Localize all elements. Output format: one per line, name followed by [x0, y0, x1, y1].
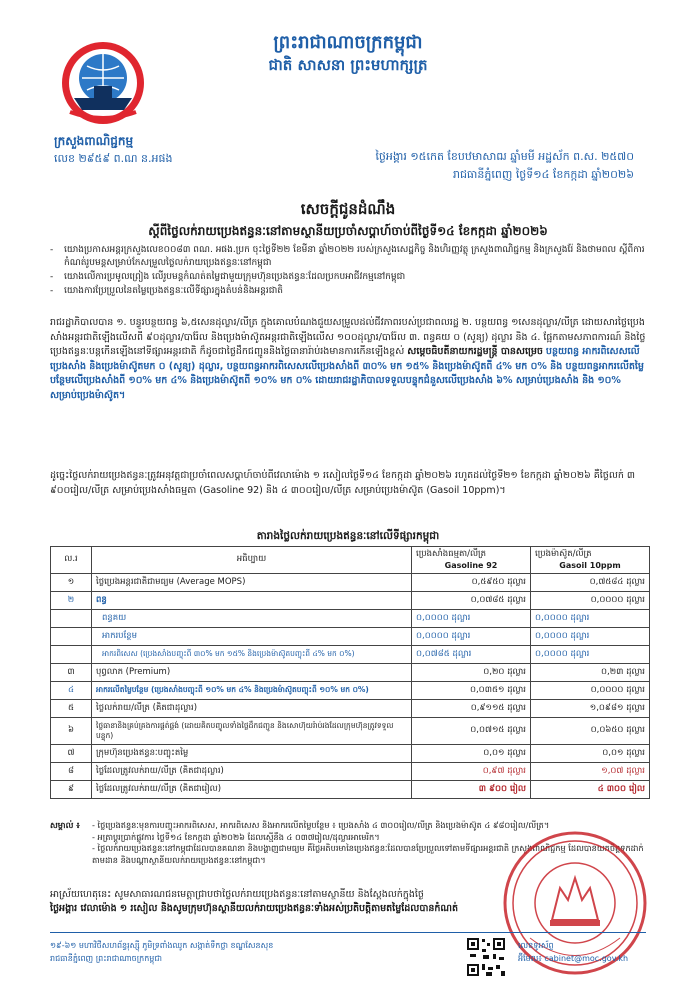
table-row: ៤ អាករលើតម្លៃបន្ថែម (ប្រេងសាំងបញ្ចុះពី ១០% មក ៤% និងប្រេងម៉ាស៊ូតបញ្ចុះពី ១០% មក ០%) ០,០៣៥១ ដុល្លារ ០,០០០០ ដុល្លារ	[51, 682, 650, 700]
body-decision-text: បន្ថយពន្ធ អាករពិសេសលើប្រេងសាំង និងប្រេងម៉ាស៊ូតមក ០ (សូន្យ) ដុល្លារ, បន្ថយពន្ធអាករពិសេសលើប្រេងសាំងពី ៣០% មក ១៥% និងប្រេងម៉ាស៊ូតពី ៤% មក ០% និង បន្ថយពន្ធអាករលើតម្លៃបន្ថែមលើប្រេងសាំងពី ១០% មក ៤% និងប្រេងម៉ាស៊ូតពី ១០% មក ០% ដោយរាជរដ្ឋាភិបាលទទួលបន្ទុកជំនួសលើប្រេងសាំង ៦% សម្រាប់ប្រេងសាំង និង ១០% សម្រាប់ប្រេងម៉ាស៊ូត។	[50, 346, 644, 401]
note-line: - ថ្លៃលក់រាយប្រេងឥន្ធនៈនៅកម្ពុជាដែលបានគណនា និងបង្ហាញជាមធ្យម គឺថ្លៃអតិបរមានៃប្រេងឥន្ធនៈដែលបានប្រែប្រួលទៅតាមទីផ្សារអន្តរជាតិ ក្រសួងពាណិជ្ជកម្ម ដែលបានយកចិត្តទុកដាក់តាមដាន និងបណ្តាស្ថានីយលក់រាយប្រេងឥន្ធនៈនៅកម្ពុជា។	[92, 843, 644, 865]
closing-line: ថ្ងៃអង្គារ វេលាម៉ោង ១ រសៀល និងសូមក្រុមហ៊ុនស្ថានីយលក់រាយប្រេងឥន្ធនៈទាំងអស់ប្រតិបត្តិតាមតម្លៃដែលបានកំណត់	[50, 903, 459, 914]
table-row: ពន្ធគយ ០,០០០០ ដុល្លារ ០,០០០០ ដុល្លារ	[51, 610, 650, 628]
reference-item: - យោងប្រកាសអន្តរក្រសួងលេខ០០៨៣ ពណ. អផង.ប្រក ចុះថ្ងៃទី២២ ខែមីនា ឆ្នាំ២០២២ របស់ក្រសួងសេដ្ឋកិច្ច និងហិរញ្ញវត្ថុ ក្រសួងពាណិជ្ជកម្ម និងក្រសួងរ៉ែ និងថាមពល ស្ដីពីការកំណត់រូបមន្តសម្រាប់កែសម្រួលថ្លៃលក់រាយប្រេងឥន្ធនៈនៅកម្ពុជា	[50, 245, 645, 268]
table-title: តារាងថ្លៃលក់រាយប្រេងឥន្ធនៈនៅលើទីផ្សារកម្ពុជា	[256, 530, 440, 542]
footer-email: អ៊ីមែល៖ cabinet@moc.gov.kh	[518, 954, 629, 963]
footer-address: ១៩-៦១ មហាវិថីសហព័ន្ធរុស្ស៊ី ភូមិទ្រពាំងឈូក សង្កាត់ទឹកថ្លា ខណ្ឌសែនសុខ	[50, 941, 274, 950]
solar-date: រាជធានីភ្នំពេញ ថ្ងៃទី១៤ ខែកក្កដា ឆ្នាំ២០២៦	[452, 168, 634, 181]
table-row: អាករពិសេស (ប្រេងសាំងបញ្ចុះពី ៣០% មក ១៥% និងប្រេងម៉ាស៊ូតបញ្ចុះពី ៤% មក ០%) ០,០៧៨៥ ដុល្លារ ០,០០០០ ដុល្លារ	[51, 646, 650, 664]
header-gasoil: ប្រេងម៉ាស៊ូត/លីត្រ Gasoil 10ppm	[531, 547, 650, 574]
note-line: - អត្រាប្ដូរប្រាក់ផ្លូវការ ថ្ងៃទី១៤ ខែកក្កដា ឆ្នាំ២០២៦ ដែលស្មើនឹង ៤ ០៣៧រៀល/ដុល្លារអាមេរិក។	[92, 831, 380, 842]
table-row: ១ ថ្លៃប្រេងអន្តរជាតិជាមធ្យម (Average MOPS) ០,៥៩៥០ ដុល្លារ ០,៧៥៨៤ ដុល្លារ	[51, 574, 650, 592]
header-gasoline: ប្រេងសាំងធម្មតា/លីត្រ Gasoline 92	[412, 547, 531, 574]
body-text: រាជរដ្ឋាភិបាលបាន ១. បន្ធូរបន្ថយពន្ធ ៦,៥សេនដុល្លារ/លីត្រ ក្នុងគោលបំណងជួយសម្រួលដល់ជីវភាពរបស់ប្រជាពលរដ្ឋ ២. បន្ថយពន្ធ ១សេនដុល្លារ/លីត្រ ដោយសារថ្លៃប្រេងសាំងអន្តរជាតិឡើងលើសពី ៩០ដុល្លារ/បារ៉ែល និងប្រេងម៉ាស៊ូតអន្តរជាតិឡើងលើស ១០០ដុល្លារ/បារ៉ែល ៣. ពន្ធគយ ០ (សូន្យ) ដុល្លារ និង ៤. ផ្អែកតាមសភាពការណ៍ និងថ្លៃប្រេងឥន្ធនៈបន្តកើនឡើងនៅទីផ្សារអន្តរជាតិ ក៏ដូចជាថ្លៃដឹកជញ្ជូននិងថ្លៃធានារ៉ាប់រងមានការកើនឡើងខ្ពស់	[50, 317, 646, 357]
ministry-name: ក្រសួងពាណិជ្ជកម្ម	[54, 134, 134, 148]
table-row: ៩ ថ្លៃដែលត្រូវលក់រាយ/លីត្រ (គិតជារៀល) ៣ ៩០០ រៀល ៤ ៣០០ រៀល	[51, 781, 650, 799]
footer-phone: លេខទូរស័ព្ទ	[518, 941, 554, 950]
table-row: ២ ពន្ធ ០,០៧៨៥ ដុល្លារ ០,០០០០ ដុល្លារ	[51, 592, 650, 610]
body-paragraph-2: ដូច្នេះថ្លៃលក់រាយប្រេងឥន្ធនៈត្រូវអនុវត្តជាប្រចាំពេលសប្ដាហ៍ចាប់ពីវេលាម៉ោង ១ រសៀលថ្ងៃទី១៤ ខែកក្កដា ឆ្នាំ២០២៦ រហូតដល់ថ្ងៃទី២១ ខែកក្កដា ឆ្នាំ២០២៦ គឺថ្លៃលក់ ៣ ៩០០រៀល/លីត្រ សម្រាប់ប្រេងសាំងធម្មតា (Gasoline 92) និង ៤ ៣០០រៀល/លីត្រ សម្រាប់ប្រេងម៉ាស៊ូត (Gasoil 10ppm)។	[50, 470, 636, 496]
notes-label: សម្គាល់ ៖	[50, 820, 80, 830]
table-row: ៦ ថ្លៃធានានិងគ្រប់គ្រងការផ្គត់ផ្គង់ (ដោយគិតបញ្ចូលទាំងថ្លៃដឹកជញ្ជូន និងសោហ៊ុយរ៉ាប់រងដែលក្រុមហ៊ុនត្រូវទទួលបន្ទុក) ០,០៧១៥ ដុល្លារ ០,០៦៥០ ដុល្លារ	[51, 718, 650, 745]
table-row: ៣ បុព្វលាភ (Premium) ០,២០ ដុល្លារ ០,២៣ ដុល្លារ	[51, 664, 650, 682]
reference-number: លេខ ២៩៥៩ ព.ណ ន.អផង	[54, 152, 173, 165]
footer-divider	[50, 932, 646, 933]
table-row: ៥ ថ្លៃលក់រាយ/លីត្រ (គិតជាដុល្លារ) ០,៩១១៥ ដុល្លារ ១,០៩៨១ ដុល្លារ	[51, 700, 650, 718]
header-item: អធិប្បាយ	[92, 547, 412, 574]
reference-item: - យោងការប្រែប្រួលនៃតម្លៃប្រេងឥន្ធនៈលើទីផ្សារក្នុងតំបន់និងអន្តរជាតិ	[50, 286, 284, 296]
table-header-row	[51, 547, 650, 574]
price-table	[50, 546, 650, 799]
table-row: ៧ ក្រុមហ៊ុនប្រេងឥន្ធនៈបញ្ចុះតម្លៃ ០,០១ ដុល្លារ ០,០១ ដុល្លារ	[51, 745, 650, 763]
header-no: ល.រ	[51, 547, 92, 574]
national-motto: ជាតិ សាសនា ព្រះមហាក្សត្រ	[268, 56, 428, 74]
footer-address-city: រាជធានីភ្នំពេញ ព្រះរាជាណាចក្រកម្ពុជា	[50, 954, 162, 963]
reference-list	[50, 244, 650, 299]
body-bold-text: សម្ដេចធិបតីនាយករដ្ឋមន្ត្រី បានសម្រេច	[407, 346, 543, 357]
qr-code-icon	[466, 937, 506, 977]
reference-item: - យោងលើការប្រមូលព្រៀង លើរូបមន្តកំណត់តម្លៃជាមួយក្រុមហ៊ុនប្រេងឥន្ធនៈដែលប្រកបអាជីវកម្មនៅកម្ពុជា	[50, 272, 406, 282]
table-row: ៨ ថ្លៃដែលត្រូវលក់រាយ/លីត្រ (គិតជាដុល្លារ) ០,៩៧ ដុល្លារ ១,០៧ ដុល្លារ	[51, 763, 650, 781]
body-paragraph-1	[50, 316, 650, 403]
note-line: - ថ្លៃប្រេងឥន្ធនៈមុនការបញ្ចុះអាករពិសេស, អាករពិសេស និងអាករលើតម្លៃបន្ថែម ៖ ប្រេងសាំង ៤ ៣០០រៀល/លីត្រ និងប្រេងម៉ាស៊ូត ៤ ៩៨០រៀល/លីត្រ។	[92, 820, 550, 830]
document-subject: ស្ដីពីថ្លៃលក់រាយប្រេងឥន្ធនៈនៅតាមស្ថានីយប្រចាំសប្ដាហ៍ចាប់ពីថ្ងៃទី១៤ ខែកក្កដា ឆ្នាំ២០២៦	[148, 224, 548, 238]
lunar-date: ថ្ងៃអង្គារ ១៥កេត ខែបឋមាសាឍ ឆ្នាំមមី អដ្ឋស័ក ព.ស. ២៥៧០	[375, 150, 634, 163]
document-title: សេចក្ដីជូនដំណឹង	[300, 200, 396, 218]
table-row: អាករបន្ថែម ០,០០០០ ដុល្លារ ០,០០០០ ដុល្លារ	[51, 628, 650, 646]
kingdom-heading: ព្រះរាជាណាចក្រកម្ពុជា	[273, 32, 423, 53]
closing-line: អាស្រ័យហេតុនេះ សូមសាធារណជនមេត្តាជ្រាបថាថ្លៃលក់រាយប្រេងឥន្ធនៈនៅតាមស្ថានីយ និងស្ដែងលក់ក្នុងថ្ងៃ	[50, 889, 424, 900]
